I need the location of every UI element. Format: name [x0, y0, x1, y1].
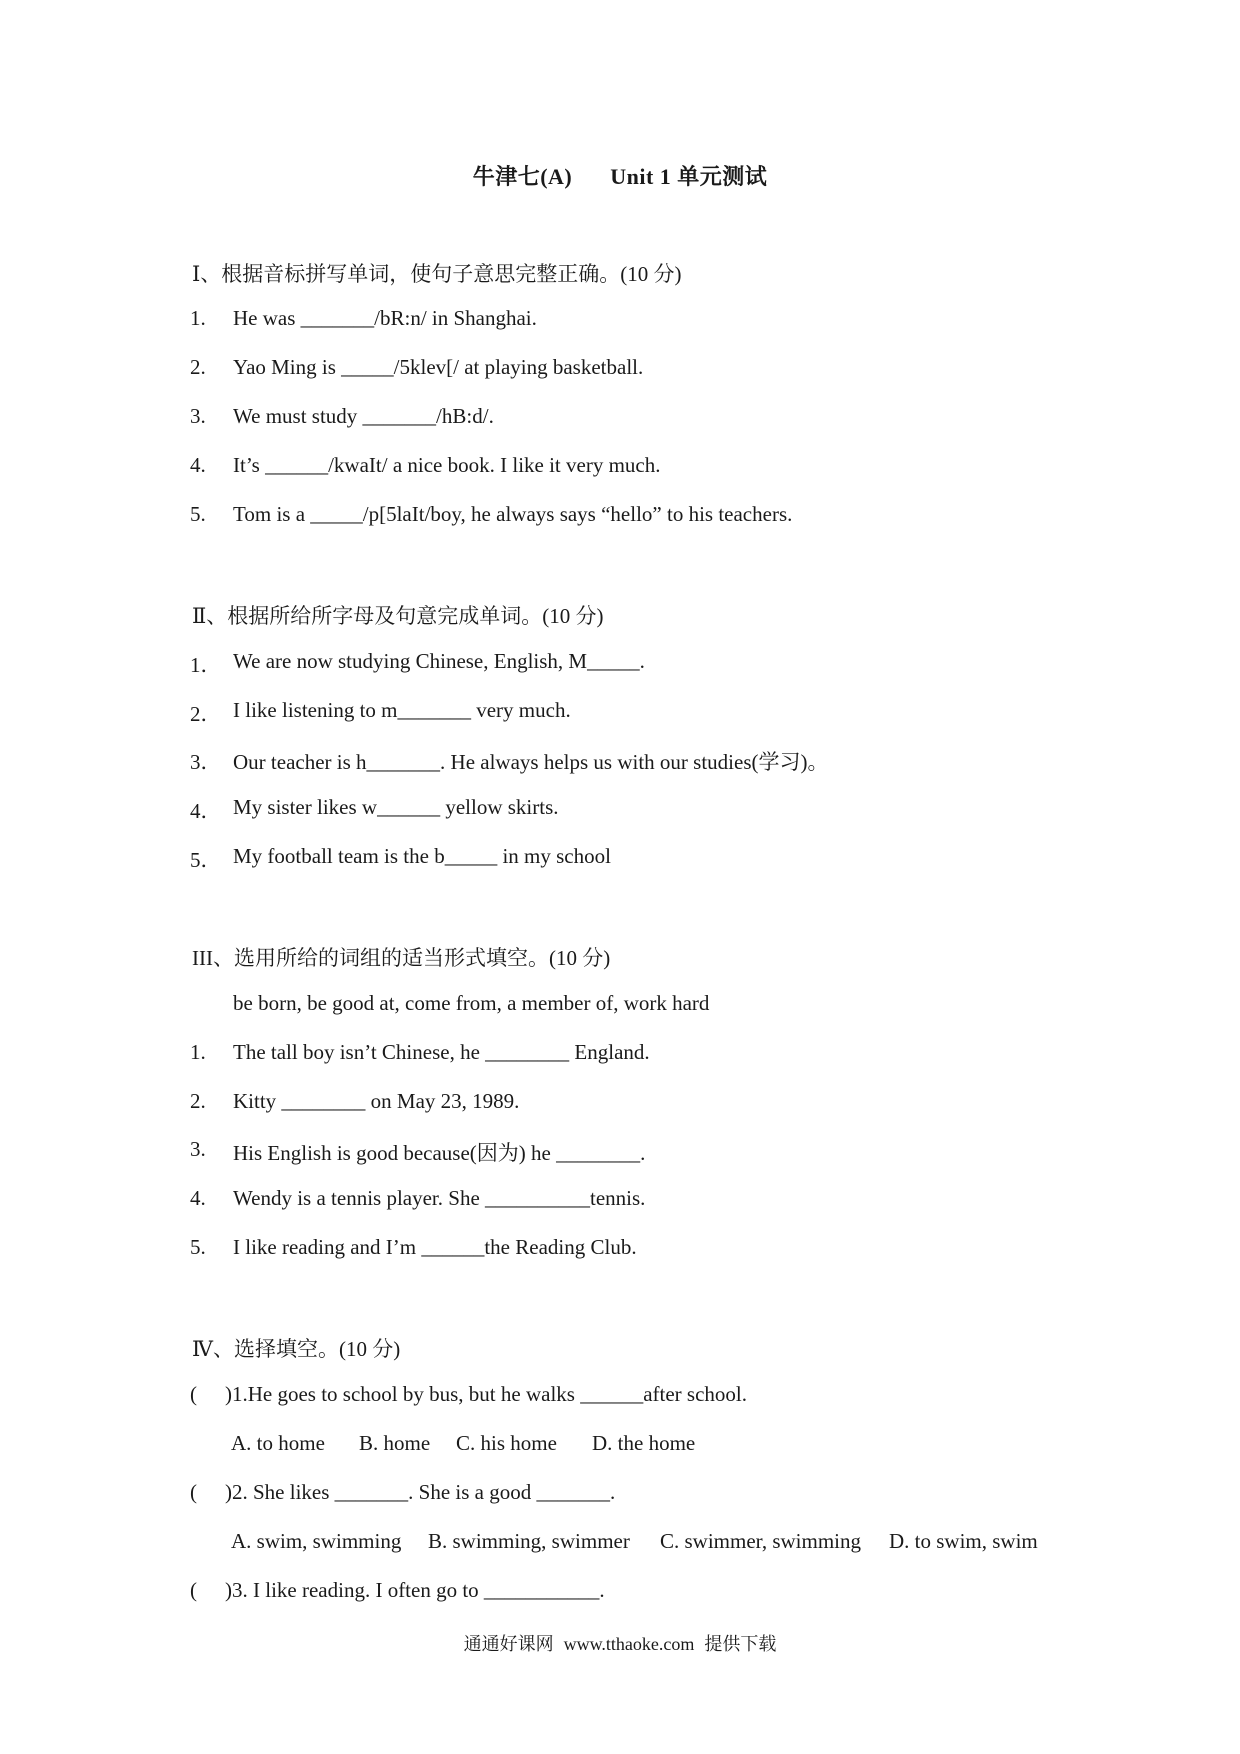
s2-q2-text: I like listening to m_______ very much. [233, 698, 571, 722]
s3-q2-text: Kitty ________ on May 23, 1989. [233, 1089, 520, 1113]
section-4-heading: Ⅳ、选择填空。(10 分) [192, 1337, 401, 1361]
title-part1: 牛津七(A) [472, 164, 573, 189]
s1-q5-num: 5. [190, 502, 206, 526]
s4-q2-option-d: D. to swim, swim [889, 1529, 1038, 1553]
footer-suffix: 提供下载 [704, 1634, 777, 1654]
s3-q1-text: The tall boy isn’t Chinese, he ________ England. [233, 1040, 650, 1064]
s4-q2-option-a: A. swim, swimming [231, 1529, 402, 1553]
s1-q1-num: 1. [190, 306, 206, 330]
s3-q1-num: 1. [190, 1040, 206, 1064]
s4-q1-option-a: A. to home [231, 1431, 325, 1455]
page-title [0, 160, 1240, 191]
s3-q4-num: 4. [190, 1186, 206, 1210]
s3-q3-num: 3. [190, 1137, 206, 1161]
footer-site-name: 通通好课网 [463, 1634, 554, 1654]
s4-q2-paren: ( [190, 1480, 197, 1504]
s4-q3-paren: ( [190, 1578, 197, 1602]
s2-q1-num: 1． [190, 653, 222, 677]
s4-q1-paren: ( [190, 1382, 197, 1406]
s4-q2-option-c: C. swimmer, swimming [660, 1529, 861, 1553]
s1-q2-text: Yao Ming is _____/5klev[/ at playing basketball. [233, 355, 644, 379]
s4-q1-option-b: B. home [359, 1431, 431, 1455]
s2-q4-text: My sister likes w______ yellow skirts. [233, 795, 559, 819]
section-3-heading: III、选用所给的词组的适当形式填空。(10 分) [192, 946, 611, 970]
section-2-heading: Ⅱ、根据所给所字母及句意完成单词。(10 分) [192, 604, 604, 628]
s1-q1-text: He was _______/bR:n/ in Shanghai. [233, 306, 537, 330]
s4-q3-text: )3. I like reading. I often go to ___________. [225, 1578, 605, 1602]
s3-q5-text: I like reading and I’m ______the Reading Club. [233, 1235, 637, 1259]
s4-q1-option-d: D. the home [592, 1431, 696, 1455]
section-1-heading: Ⅰ、根据音标拼写单词，使句子意思完整正确。(10 分) [192, 262, 682, 286]
s4-q1-option-c: C. his home [456, 1431, 557, 1455]
page-footer [0, 1630, 1240, 1656]
s3-q5-num: 5. [190, 1235, 206, 1259]
s3-q4-text: Wendy is a tennis player. She __________tennis. [233, 1186, 646, 1210]
s2-q5-text: My football team is the b_____ in my school [233, 844, 611, 868]
s1-q4-text: It’s ______/kwaIt/ a nice book. I like it very much. [233, 453, 661, 477]
s3-q2-num: 2. [190, 1089, 206, 1113]
footer-url: www.tthaoke.com [563, 1634, 695, 1654]
s1-q3-text: We must study _______/hB:d/. [233, 404, 494, 428]
s1-q2-num: 2. [190, 355, 206, 379]
s1-q4-num: 4. [190, 453, 206, 477]
s2-q2-num: 2． [190, 702, 222, 726]
s2-q3-num: 3． [190, 750, 222, 774]
s3-q3-text: His English is good because(因为) he ________. [233, 1141, 646, 1165]
s4-q2-text: )2. She likes _______. She is a good _______. [225, 1480, 616, 1504]
s4-q2-option-b: B. swimming, swimmer [428, 1529, 630, 1553]
title-part2: Unit 1 单元测试 [610, 164, 768, 189]
s2-q5-num: 5． [190, 848, 222, 872]
s4-q1-text: )1.He goes to school by bus, but he walks ______after school. [225, 1382, 747, 1406]
s2-q4-num: 4． [190, 799, 222, 823]
s2-q1-text: We are now studying Chinese, English, M_____. [233, 649, 645, 673]
s2-q3-text: Our teacher is h_______. He always helps us with our studies(学习)。 [233, 750, 829, 774]
s1-q3-num: 3. [190, 404, 206, 428]
word-bank: be born, be good at, come from, a member of, work hard [233, 991, 710, 1015]
s1-q5-text: Tom is a _____/p[5laIt/boy, he always says “hello” to his teachers. [233, 502, 793, 526]
